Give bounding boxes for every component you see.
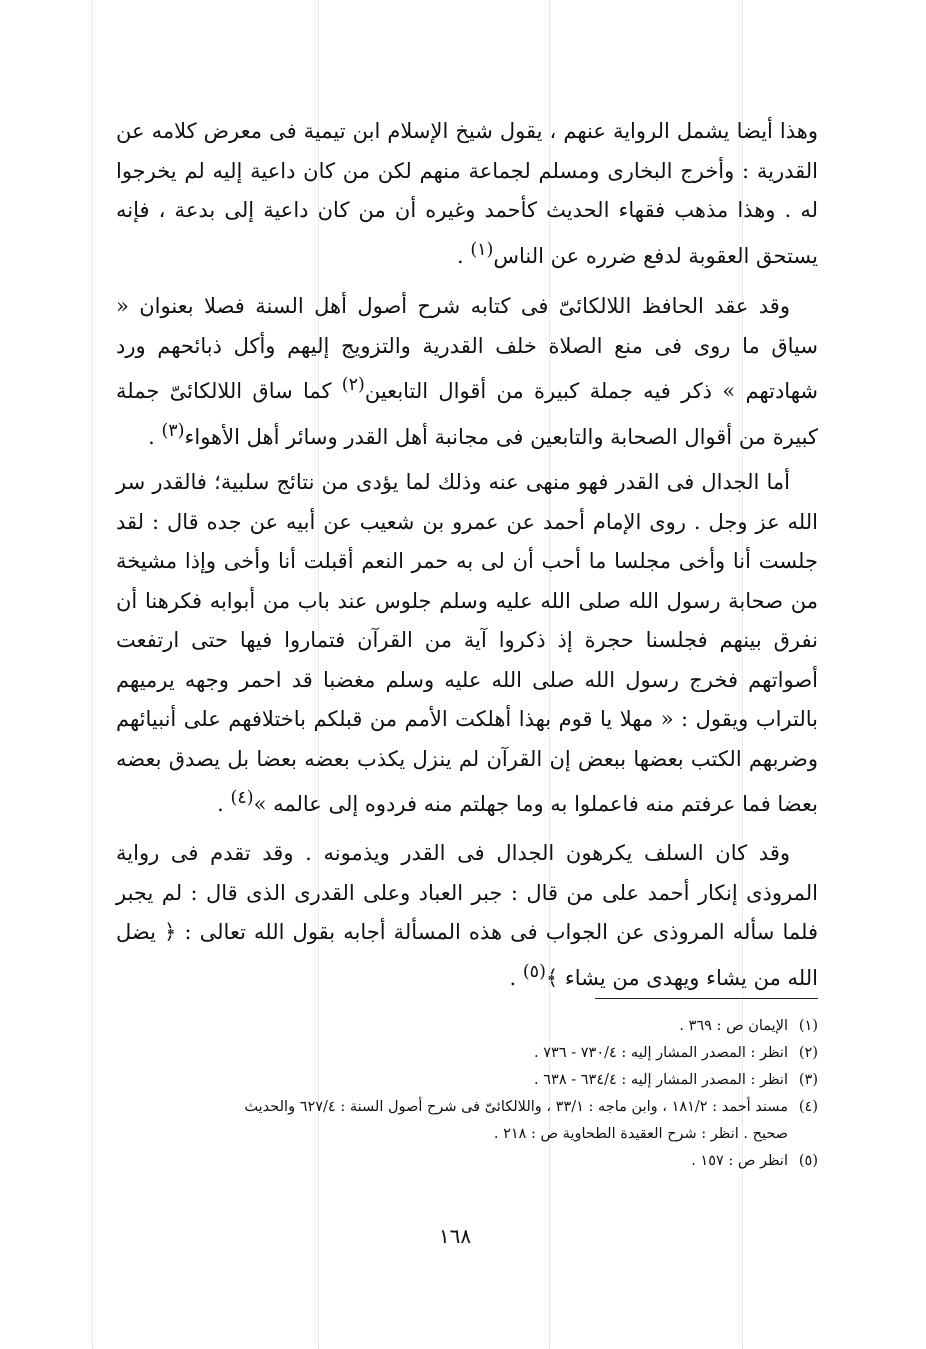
footnote-ref: (١) [470,239,494,260]
footnote-ref: (٣) [161,420,185,441]
footnote-item [96,1148,818,1175]
footnote-text: الإيمان ص : ٣٦٩ . [679,1018,788,1034]
paragraph-text-continued: كما ساق اللالكائىّ جملة كبيرة من أقوال الصحابة والتابعين فى مجانبة أهل القدر وسائر أهل الأهواء [116,379,818,449]
footnote-ref: (٤) [230,788,254,808]
footnote-ref: (٥) [522,961,546,982]
paragraph-text: وقد عقد الحافظ اللالكائىّ فى كتابه شرح أصول أهل السنة فصلا بعنوان « سياق ما روى فى منع الصلاة خلف القدرية والتزويج إليهم وأكل ذبائحهم ورد شهادتهم » ذكر فيه جملة كبيرة من أقوال التابعين [116,294,818,403]
paragraph-1 [116,112,818,276]
paragraph-text: وهذا أيضا يشمل الرواية عنهم ، يقول شيخ الإسلام ابن تيمية فى معرض كلامه عن القدرية : وأخرج البخارى ومسلم لجماعة منهم لكن من كان داعية إليه لم يخرجوا له . وهذا مذهب فقهاء الحديث كأحمد وغيره أن من كان داعية إلى بدعة ، فإنه يستحق العقوبة لدفع ضرره عن الناس [116,119,818,268]
footnote-text: انظر : المصدر المشار إليه : ٦٣٤/٤ - ٦٣٨ . [534,1072,788,1088]
paragraph-3 [116,463,818,825]
footnote-item [96,1094,818,1121]
paragraph-tail: . [509,965,523,990]
footnote-text: مسند أحمد : ١٨١/٢ ، وابن ماجه : ٣٣/١ ، واللالكائىّ فى شرح أصول السنة : ٦٢٧/٤ والحديث [244,1099,788,1115]
footnote-number: (٣) [798,1072,818,1088]
paragraph-text: وقد كان السلف يكرهون الجدال فى القدر ويذمونه . وقد تقدم فى رواية المروذى إنكار أحمد على من قال : جبر العباد وعلى القدرى الذى قال : لم يجبر فلما سأله المروذى عن الجواب فى هذه المسألة أجابه بقول الله تعالى : ﴿ يضل الله من يشاء ويهدى من يشاء ﴾ [116,841,818,990]
footnotes [96,1013,818,1175]
footnote-item [96,1013,818,1040]
paragraph-tail: . [148,424,162,449]
footnote-item [96,1067,818,1094]
footnote-number: (١) [798,1018,818,1034]
footnote-item [96,1040,818,1067]
page-number: ١٦٨ [438,1224,472,1248]
footnote-text: صحيح . انظر : شرح العقيدة الطحاوية ص : ٢١٨ . [493,1126,788,1142]
footnote-number: (٥) [798,1153,818,1169]
paragraph-tail: . [456,243,471,268]
footnote-number: (٤) [798,1099,818,1115]
scan-dot-line [92,0,93,1349]
paragraph-4 [116,834,818,998]
paragraph-text: أما الجدال فى القدر فهو منهى عنه وذلك لما يؤدى من نتائج سلبية؛ فالقدر سر الله عز وجل . روى الإمام أحمد عن عمرو بن شعيب عن أبيه عن جده قال : لقد جلست أنا وأخى مجلسا ما أحب أن لى به حمر النعم أقبلت أنا وأخى وإذا مشيخة من صحابة رسول الله صلى الله عليه وسلم جلوس عند باب من أبوابه فكرهنا أن نفرق بينهم فجلسنا حجرة إذ ذكروا آية من القرآن فتماروا فيها حتى ارتفعت أصواتهم فخرج رسول الله صلى الله عليه وسلم مغضبا قد احمر وجهه يرميهم بالتراب ويقول : « مهلا يا قوم بهذا أهلكت الأمم من قبلكم باختلافهم على أنبيائهم وضربهم الكتب بعضها ببعض إن القرآن لم ينزل يكذب بعضه بعضا بل يصدق بعضه بعضا فما عرفتم منه فاعملوا به وما جهلتم منه فردوه إلى عالمه » [116,470,818,816]
footnote-number: (٢) [798,1045,818,1061]
footnote-ref: (٢) [341,375,365,395]
footnote-text: انظر ص : ١٥٧ . [691,1153,788,1169]
footnote-continuation [96,1121,818,1148]
footnote-text: انظر : المصدر المشار إليه : ٧٣٠/٤ - ٧٣٦ . [534,1045,788,1061]
footnote-separator [595,998,818,999]
paragraph-2 [116,287,818,457]
paragraph-tail: . [217,792,231,816]
